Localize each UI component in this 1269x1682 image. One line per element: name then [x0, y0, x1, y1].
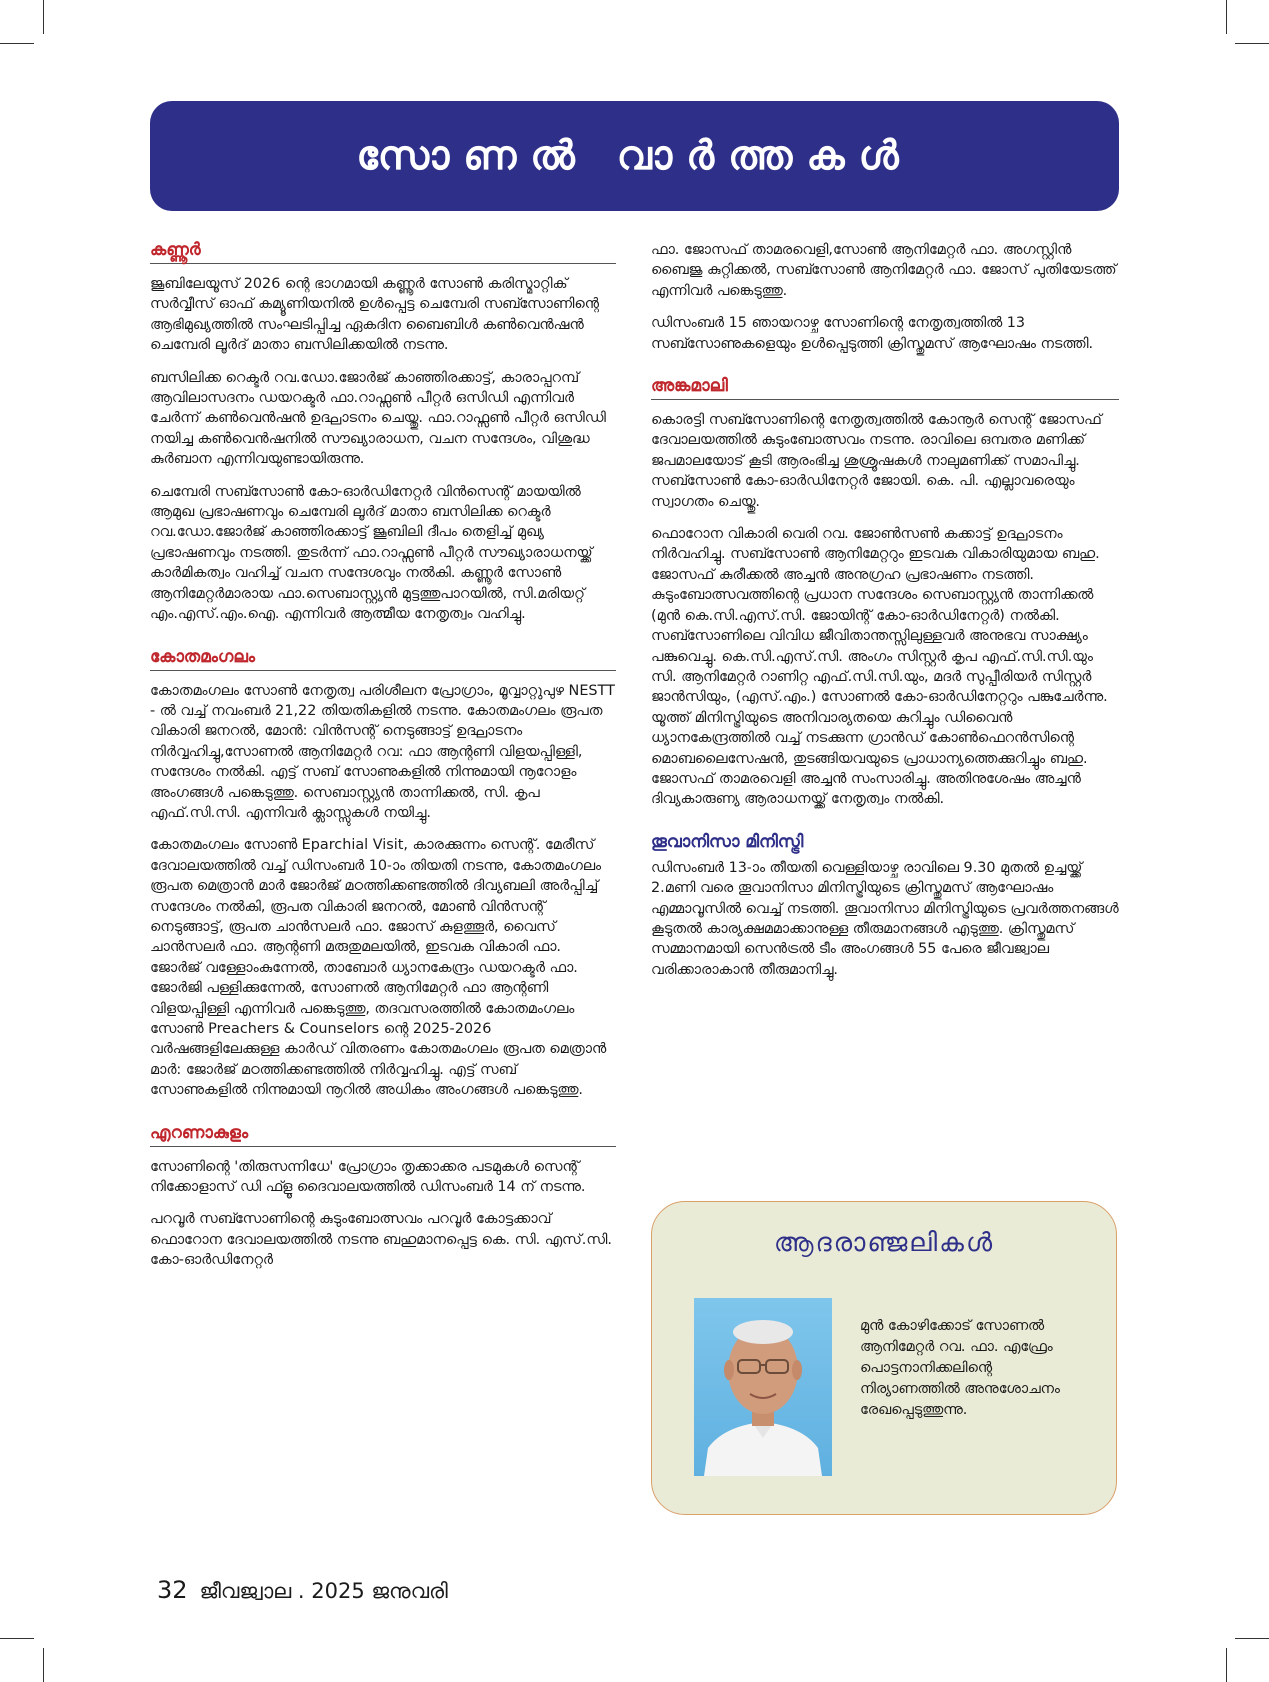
article-paragraph: കൊരട്ടി സബ്സോണിന്റെ നേതൃത്വത്തിൽ കോനൂർ സെന്റ് ജോസഫ് ദേവാലയത്തിൽ കുടുംബോത്സവം നടന്നു. രാവിലെ ഒമ്പതര മണിക്ക് ജപമാലയോട് കൂടി ആരംഭിച്ച ശുശ്രൂഷകൾ നാലുമണിക്ക് സമാപിച്ചു. സബ്സോൺ കോ-ഓർഡിനേറ്റർ ജോയി. കെ. പി. എല്ലാവരെയും സ്വാഗതം ചെയ്തു. [651, 412, 1102, 510]
continued-text [651, 240, 1119, 354]
news-section-thoovanisa [651, 832, 1119, 980]
crop-mark [0, 1638, 34, 1639]
crop-mark [43, 0, 44, 34]
crop-mark [43, 1648, 44, 1682]
tribute-box [651, 1201, 1117, 1515]
article-paragraph: കോതമംഗലം സോൺ നേതൃത്വ പരിശീലന പ്രോഗ്രാം, മൂവ്വാറ്റുപുഴ NESTT - ൽ വച്ച് നവംബർ 21,22 തിയതികളിൽ നടന്നു. കോതമംഗലം രൂപത വികാരി ജനറൽ, മോൻ: വിൻസന്റ് നെടുങ്ങാട്ട് ഉദ്ഘാടനം നിർവ്വഹിച്ചു,സോണൽ ആനിമേറ്റർ റവ: ഫാ ആന്റണി വിളയപ്പിള്ളി, സന്ദേശം നൽകി. എട്ട് സബ് സോണുകളിൽ നിന്നുമായി നൂറോളം അംഗങ്ങൾ പങ്കെടുത്തു. സെബാസ്റ്റ്യൻ താന്നിക്കൽ, സി. കൃപ എഫ്.സി.സി. എന്നിവർ ക്ലാസ്സുകൾ നയിച്ചു. [150, 682, 615, 821]
page-footer [157, 1576, 448, 1604]
right-column [651, 240, 1119, 1002]
title-banner [150, 101, 1119, 211]
section-heading: കണ്ണൂർ [150, 240, 616, 264]
publication-info: ജീവജ്വാല . 2025 ജനുവരി [199, 1579, 448, 1603]
crop-mark [1235, 1638, 1269, 1639]
news-section-ernakulam [150, 1123, 616, 1271]
article-paragraph: ഫൊറോന വികാരി വെരി റവ. ജോൺസൺ കക്കാട്ട് ഉദ്ഘാടനം നിർവഹിച്ചു. സബ്സോൺ ആനിമേറ്ററും ഇടവക വികാരിയുമായ ബഹു. ജോസഫ് കുരീക്കൽ അച്ചൻ അനുഗ്രഹ പ്രഭാഷണം നടത്തി. കുടുംബോത്സവത്തിന്റെ പ്രധാന സന്ദേശം സെബാസ്റ്റ്യൻ താന്നിക്കൽ (മുൻ കെ.സി.എസ്.സി. ജോയിന്റ് കോ-ഓർഡിനേറ്റർ) നൽകി. സബ്സോണിലെ വിവിധ ജീവിതാന്തസ്സിലുള്ളവർ അനുഭവ സാക്ഷ്യം പങ്കുവെച്ചു. കെ.സി.എസ്.സി. അംഗം സിസ്റ്റർ കൃപ എഫ്.സി.സി.യും സി. ആനിമേറ്റർ റാണിറ്റ എഫ്.സി.സി.യും, മദർ സുപ്പീരിയർ സിസ്റ്റർ ജാൻസിയും, (എസ്.എം.) സോണൽ കോ-ഓർഡിനേറ്ററും പങ്കുചേർന്നു. യൂത്ത് മിനിസ്ട്രിയുടെ അനിവാര്യതയെ കുറിച്ചും ഡിവൈൻ ധ്യാനകേന്ദ്രത്തിൽ വച്ച് നടക്കുന്ന ഗ്രാൻഡ് കോൺഫെറൻസിന്റെ മൊബലൈസേഷൻ, തുടങ്ങിയവയുടെ പ്രാധാന്യത്തെക്കുറിച്ചും ബഹു. ജോസഫ് താമരവെളി അച്ചൻ സംസാരിച്ചു. അതിനുശേഷം അച്ചൻ ദിവ്യകാരുണ്യ ആരാധനയ്ക്ക് നേതൃത്വം നൽകി. [651, 526, 1108, 808]
news-section-kannur [150, 240, 616, 625]
crop-mark [1235, 43, 1269, 44]
article-paragraph: പറവൂർ സബ്സോണിന്റെ കുടുംബോത്സവം പറവൂർ കോട്ടക്കാവ് ഫൊറോന ദേവാലയത്തിൽ നടന്നു ബഹുമാനപ്പെട്ട കെ. സി. എസ്.സി. കോ-ഓർഡിനേറ്റർ [150, 1211, 612, 1269]
article-paragraph: ഡിസംബർ 13-ാം തീയതി വെള്ളിയാഴ്ച രാവിലെ 9.30 മുതൽ ഉച്ചയ്ക്ക് 2.മണി വരെ തൂവാനിസാ മിനിസ്ട്രിയുടെ ക്രിസ്തുമസ് ആഘോഷം എമ്മാവൂസിൽ വെച്ച് നടത്തി. തൂവാനിസാ മിനിസ്ട്രിയുടെ പ്രവർത്തനങ്ങൾ കൂടുതൽ കാര്യക്ഷമമാക്കാനുള്ള തീരുമാനങ്ങൾ എടുത്തു. ക്രിസ്തുമസ് സമ്മാനമായി സെൻട്രൽ ടീം അംഗങ്ങൾ 55 പേരെ ജീവജ്വാല വരിക്കാരാകാൻ തീരുമാനിച്ചു. [651, 859, 1119, 978]
crop-mark [0, 43, 34, 44]
article-paragraph: ജൂബിലേയൂസ് 2026 ന്റെ ഭാഗമായി കണ്ണൂർ സോൺ കരിസ്മാറ്റിക് സർവ്വീസ് ഓഫ് കമ്യൂണിയനിൽ ഉൾപ്പെട്ട ചെമ്പേരി സബ്സോണിന്റെ ആഭിമുഖ്യത്തിൽ സംഘടിപ്പിച്ച ഏകദിന ബൈബിൾ കൺവെൻഷൻ ചെമ്പേരി ലൂർദ് മാതാ ബസിലിക്കയിൽ നടന്നു. [150, 276, 599, 354]
section-heading: തൂവാനിസാ മിനിസ്ട്രി [651, 831, 804, 852]
page-title: സോണൽ വാർത്തകൾ [356, 133, 913, 179]
tribute-message: മുൻ കോഴിക്കോട് സോണൽ ആനിമേറ്റർ റവ. ഫാ. എഫ്രേം പൊട്ടനാനിക്കലിന്റെ നിര്യാണത്തിൽ അനുശോചനം രേഖപ്പെടുത്തുന്നു. [860, 1318, 1060, 1418]
section-heading: കോതമംഗലം [150, 647, 616, 671]
article-paragraph: ചെമ്പേരി സബ്സോൺ കോ-ഓർഡിനേറ്റർ വിൻസെന്റ് മായയിൽ ആമുഖ പ്രഭാഷണവും ചെമ്പേരി ലൂർദ് മാതാ ബസിലിക്ക റെക്ടർ റവ.ഡോ.ജോർജ് കാഞ്ഞിരക്കാട്ട് ജൂബിലി ദീപം തെളിച്ച് മുഖ്യ പ്രഭാഷണവും നടത്തി. തുടർന്ന് ഫാ.റാഫ്സൺ പീറ്റർ സൗഖ്യാരാധനയ്ക്ക് കാർമികത്വം വഹിച്ച് വചന സന്ദേശവും നൽകി. കണ്ണൂർ സോൺ ആനിമേറ്റർമാരായ ഫാ.സെബാസ്റ്റ്യൻ മുട്ടത്തുപാറയിൽ, സി.മരിയറ്റ് എം.എസ്.എം.ഐ. എന്നിവർ ആത്മീയ നേതൃത്വം വഹിച്ചു. [150, 483, 593, 623]
article-paragraph: കോതമംഗലം സോൺ Eparchial Visit, കാരക്കുന്നം സെന്റ്. മേരീസ് ദേവാലയത്തിൽ വച്ച് ഡിസംബർ 10-ാം തിയതി നടന്നു, കോതമംഗലം രൂപത മെത്രാൻ മാർ ജോർജ് മഠത്തിക്കണ്ടത്തിൽ ദിവ്യബലി അർപ്പിച്ച് സന്ദേശം നൽകി, രൂപത വികാരി ജനറൽ, മോൺ വിൻസന്റ് നെടുങ്ങാട്ട്, രൂപത ചാൻസലർ ഫാ. ജോസ് കുളത്തൂർ, വൈസ് ചാൻസലർ ഫാ. ആന്റണി മരുതുമലയിൽ, ഇടവക വികാരി ഫാ. ജോർജ് വള്ളോംകുന്നേൽ, താബോർ ധ്യാനകേന്ദ്രം ഡയറക്ടർ ഫാ. ജോർജി പള്ളിക്കുന്നേൽ, സോണൽ ആനിമേറ്റർ ഫാ ആന്റണി വിളയപ്പിള്ളി എന്നിവർ പങ്കെടുത്തു, തദവസരത്തിൽ കോതമംഗലം സോൺ Preachers & Counselors ന്റെ 2025-2026 വർഷങ്ങളിലേക്കുള്ള കാർഡ് വിതരണം കോതമംഗലം രൂപത മെത്രാൻ മാർ: ജോർജ് മഠത്തിക്കണ്ടത്തിൽ നിർവ്വഹിച്ചു. എട്ട് സബ് സോണുകളിൽ നിന്നുമായി നൂറിൽ അധികം അംഗങ്ങൾ പങ്കെടുത്തു. [150, 837, 607, 1099]
article-paragraph: ഡിസംബർ 15 ഞായറാഴ്ച സോണിന്റെ നേതൃത്വത്തിൽ 13 സബ്സോണുകളെയും ഉൾപ്പെടുത്തി ക്രിസ്തുമസ് ആഘോഷം നടത്തി. [651, 315, 1094, 352]
news-section-kothamangalam [150, 647, 616, 1101]
news-section-angamaly [651, 376, 1119, 810]
article-paragraph: ഫാ. ജോസഫ് താമരവെളി,സോൺ ആനിമേറ്റർ ഫാ. അഗസ്റ്റിൻ ബൈജു കുറ്റിക്കൽ, സബ്സോൺ ആനിമേറ്റർ ഫാ. ജോസ് പുതിയേടത്ത് എന്നിവർ പങ്കെടുത്തു. [651, 242, 1117, 299]
section-heading: എറണാകുളം [150, 1123, 616, 1147]
tribute-title: ആദരാഞ്ജലികൾ [773, 1228, 995, 1258]
article-paragraph: സോണിന്റെ 'തിരുസന്നിധേ' പ്രോഗ്രാം തൃക്കാക്കര പടമുകൾ സെന്റ് നിക്കോളാസ് ഡി ഫ്ളൂ ദൈവാലയത്തിൽ ഡിസംബർ 14 ന് നടന്നു. [150, 1158, 586, 1196]
left-column [150, 240, 616, 1293]
article-paragraph: ബസിലിക്ക റെക്ടർ റവ.ഡോ.ജോർജ് കാഞ്ഞിരക്കാട്ട്, കാരാപ്പറമ്പ് ആവിലാസദനം ഡയറക്ടർ ഫാ.റാഫ്സൺ പീറ്റർ ഒസിഡി എന്നിവർ ചേർന്ന് കൺവെൻഷൻ ഉദ്ഘാടനം ചെയ്തു. ഫാ.റാഫ്സൺ പീറ്റർ ഒസിഡി നയിച്ച കൺവെൻഷനിൽ സൗഖ്യാരാധന, വചന സന്ദേശം, വിശുദ്ധ കുർബാന എന്നിവയുണ്ടായിരുന്നു. [150, 369, 606, 468]
section-heading: അങ്കമാലി [651, 376, 1119, 400]
portrait-photo [694, 1298, 832, 1476]
crop-mark [1226, 0, 1227, 34]
crop-mark [1226, 1648, 1227, 1682]
page-number: 32 [157, 1576, 188, 1604]
portrait-illustration [694, 1298, 832, 1476]
